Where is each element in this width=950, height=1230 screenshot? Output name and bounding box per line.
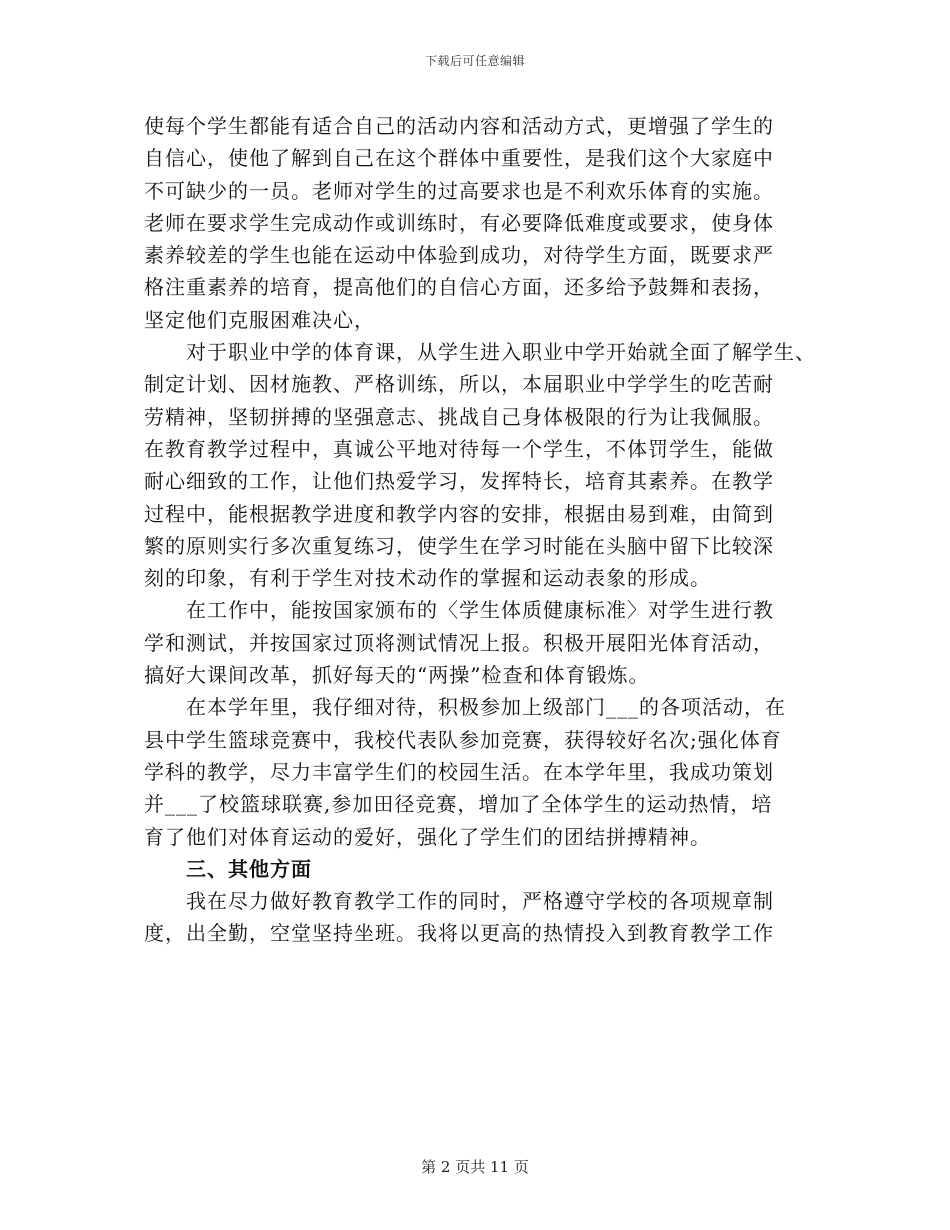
section-heading: 三、其他方面 xyxy=(186,856,312,881)
paragraph-line: 在工作中，能按国家颁布的〈学生体质健康标准〉对学生进行教 xyxy=(186,598,774,623)
paragraph-line: 繁的原则实行多次重复练习，使学生在学习时能在头脑中留下比较深 xyxy=(144,533,774,558)
paragraph-line: 格注重素养的培育，提高他们的自信心方面，还多给予鼓舞和表扬， xyxy=(144,275,774,300)
paragraph-line: 老师在要求学生完成动作或训练时，有必要降低难度或要求，使身体 xyxy=(144,210,774,235)
paragraph-line: 学和测试，并按国家过顶将测试情况上报。积极开展阳光体育活动， xyxy=(144,630,774,655)
paragraph-line: 并___了校篮球联赛,参加田径竞赛，增加了全体学生的运动热情，培 xyxy=(144,792,773,817)
paragraph-line: 我在尽力做好教育教学工作的同时，严格遵守学校的各项规章制 xyxy=(186,889,774,914)
paragraph-line: 度，出全勤，空堂坚持坐班。我将以更高的热情投入到教育教学工作 xyxy=(144,921,774,946)
paragraph-line: 使每个学生都能有适合自己的活动内容和活动方式，更增强了学生的 xyxy=(144,114,774,138)
paragraph-line: 育了他们对体育运动的爱好，强化了学生们的团结拼搏精神。 xyxy=(144,824,711,849)
paragraph-line: 刻的印象，有利于学生对技术动作的掌握和运动表象的形成。 xyxy=(144,566,711,591)
paragraph-line: 自信心，使他了解到自己在这个群体中重要性，是我们这个大家庭中 xyxy=(144,146,774,171)
page-header: 下载后可任意编辑 xyxy=(424,54,525,68)
page-number: 第 2 页共 11 页 xyxy=(421,1158,529,1176)
paragraph-line: 学科的教学，尽力丰富学生们的校园生活。在本学年里，我成功策划 xyxy=(144,759,774,784)
paragraph-line: 县中学生篮球竞赛中，我校代表队参加竞赛，获得较好名次;强化体育 xyxy=(144,727,782,752)
paragraph-line: 制定计划、因材施教、严格训练，所以，本届职业中学学生的吃苦耐 xyxy=(144,372,774,397)
paragraph-line: 素养较差的学生也能在运动中体验到成功，对待学生方面，既要求严 xyxy=(144,243,774,268)
document-body xyxy=(144,110,824,950)
paragraph-line: 在本学年里，我仔细对待，积极参加上级部门___的各项活动，在 xyxy=(186,695,786,720)
paragraph-line: 劳精神，坚韧拼搏的坚强意志、挑战自己身体极限的行为让我佩服。 xyxy=(144,404,774,429)
paragraph-line: 不可缺少的一员。老师对学生的过高要求也是不利欢乐体育的实施。 xyxy=(144,178,774,203)
paragraph-line: 过程中，能根据教学进度和教学内容的安排，根据由易到难，由简到 xyxy=(144,501,774,526)
paragraph-line: 坚定他们克服困难决心， xyxy=(144,307,375,332)
paragraph-line: 对于职业中学的体育课，从学生进入职业中学开始就全面了解学生、 xyxy=(186,340,816,365)
paragraph-line: 在教育教学过程中，真诚公平地对待每一个学生，不体罚学生，能做 xyxy=(144,436,774,461)
paragraph-line: 耐心细致的工作，让他们热爱学习，发挥特长，培育其素养。在教学 xyxy=(144,469,774,494)
paragraph-line: 搞好大课间改革，抓好每天的“两操”检查和体育锻炼。 xyxy=(144,663,650,688)
